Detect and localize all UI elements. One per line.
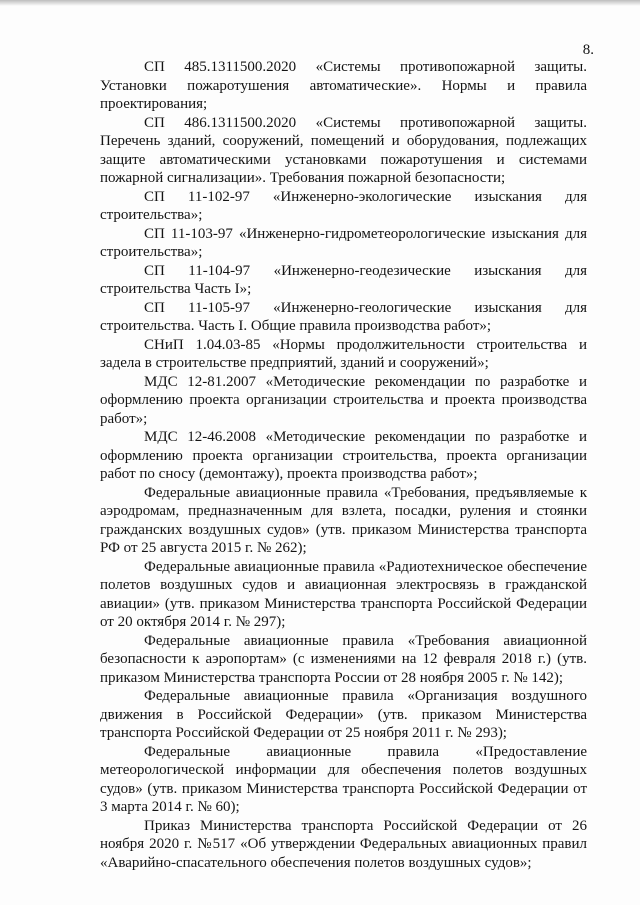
paragraph-sp-11-103: СП 11-103-97 «Инженерно-гидрометеорологические изыскания для строительства»; [100,225,587,260]
document-body [100,58,587,872]
paragraph-snip-1-04-03-85: СНиП 1.04.03-85 «Нормы продолжительности строительства и задела в строительстве предприятий, зданий и сооружений»; [100,336,587,371]
paragraph-sp-11-104: СП 11-104-97 «Инженерно-геодезические изыскания для строительства Часть I»; [100,262,587,297]
scan-edge-shadow [0,0,640,6]
paragraph-order-517: Приказ Министерства транспорта Российской Федерации от 26 ноября 2020 г. №517 «Об утверждении Федеральных авиационных правил «Аварийно-спасательного обеспечения полетов воздушных судов»; [100,817,587,871]
paragraph-sp-486: СП 486.1311500.2020 «Системы противопожарной защиты. Перечень зданий, сооружений, помещений и оборудования, подлежащих защите автоматическими установками пожаротушения и системами пожарной сигнализации». Требования пожарной безопасности; [100,114,587,186]
page-number: 8. [582,42,594,58]
paragraph-sp-485: СП 485.1311500.2020 «Системы противопожарной защиты. Установки пожаротушения автоматические». Нормы и правила проектирования; [100,59,587,112]
paragraph-mds-12-81: МДС 12-81.2007 «Методические рекомендации по разработке и оформлению проекта организации строительства и проекта производства работ»; [100,373,587,427]
paragraph-sp-11-105: СП 11-105-97 «Инженерно-геологические изыскания для строительства. Часть I. Общие правила производства работ»; [100,299,587,334]
paragraph-sp-11-102: СП 11-102-97 «Инженерно-экологические изыскания для строительства»; [100,188,587,223]
paragraph-fap-aerodromes: Федеральные авиационные правила «Требования, предъявляемые к аэродромам, предназначенным для взлета, посадки, руления и стоянки гражданских воздушных судов» (утв. приказом Министерства транспорта РФ от 25 августа 2015 г. № 262); [100,484,587,556]
paragraph-fap-air-traffic: Федеральные авиационные правила «Организация воздушного движения в Российской Федерации» (утв. приказом Министерства транспорта Российской Федерации от 25 ноября 2011 г. № 293); [100,688,587,741]
paragraph-mds-12-46: МДС 12-46.2008 «Методические рекомендации по разработке и оформлению проекта организации строительства, проекта организации работ по сносу (демонтажу), проекта производства работ»; [100,429,587,482]
paragraph-fap-meteo: Федеральные авиационные правила «Предоставление метеорологической информации для обеспечения полетов воздушных судов» (утв. приказом Министерства транспорта Российской Федерации от 3 марта 2014 г. № 60); [100,743,587,815]
paragraph-fap-radio-support: Федеральные авиационные правила «Радиотехническое обеспечение полетов воздушных судов и авиационная электросвязь в гражданской авиации» (утв. приказом Министерства транспорта Российской Федерации от 20 октября 2014 г. № 297); [100,558,587,630]
paragraph-fap-aviation-security: Федеральные авиационные правила «Требования авиационной безопасности к аэропортам» (с изменениями на 12 февраля 2018 г.) (утв. приказом Министерства транспорта России от 28 ноября 2005 г. № 142); [100,632,587,686]
